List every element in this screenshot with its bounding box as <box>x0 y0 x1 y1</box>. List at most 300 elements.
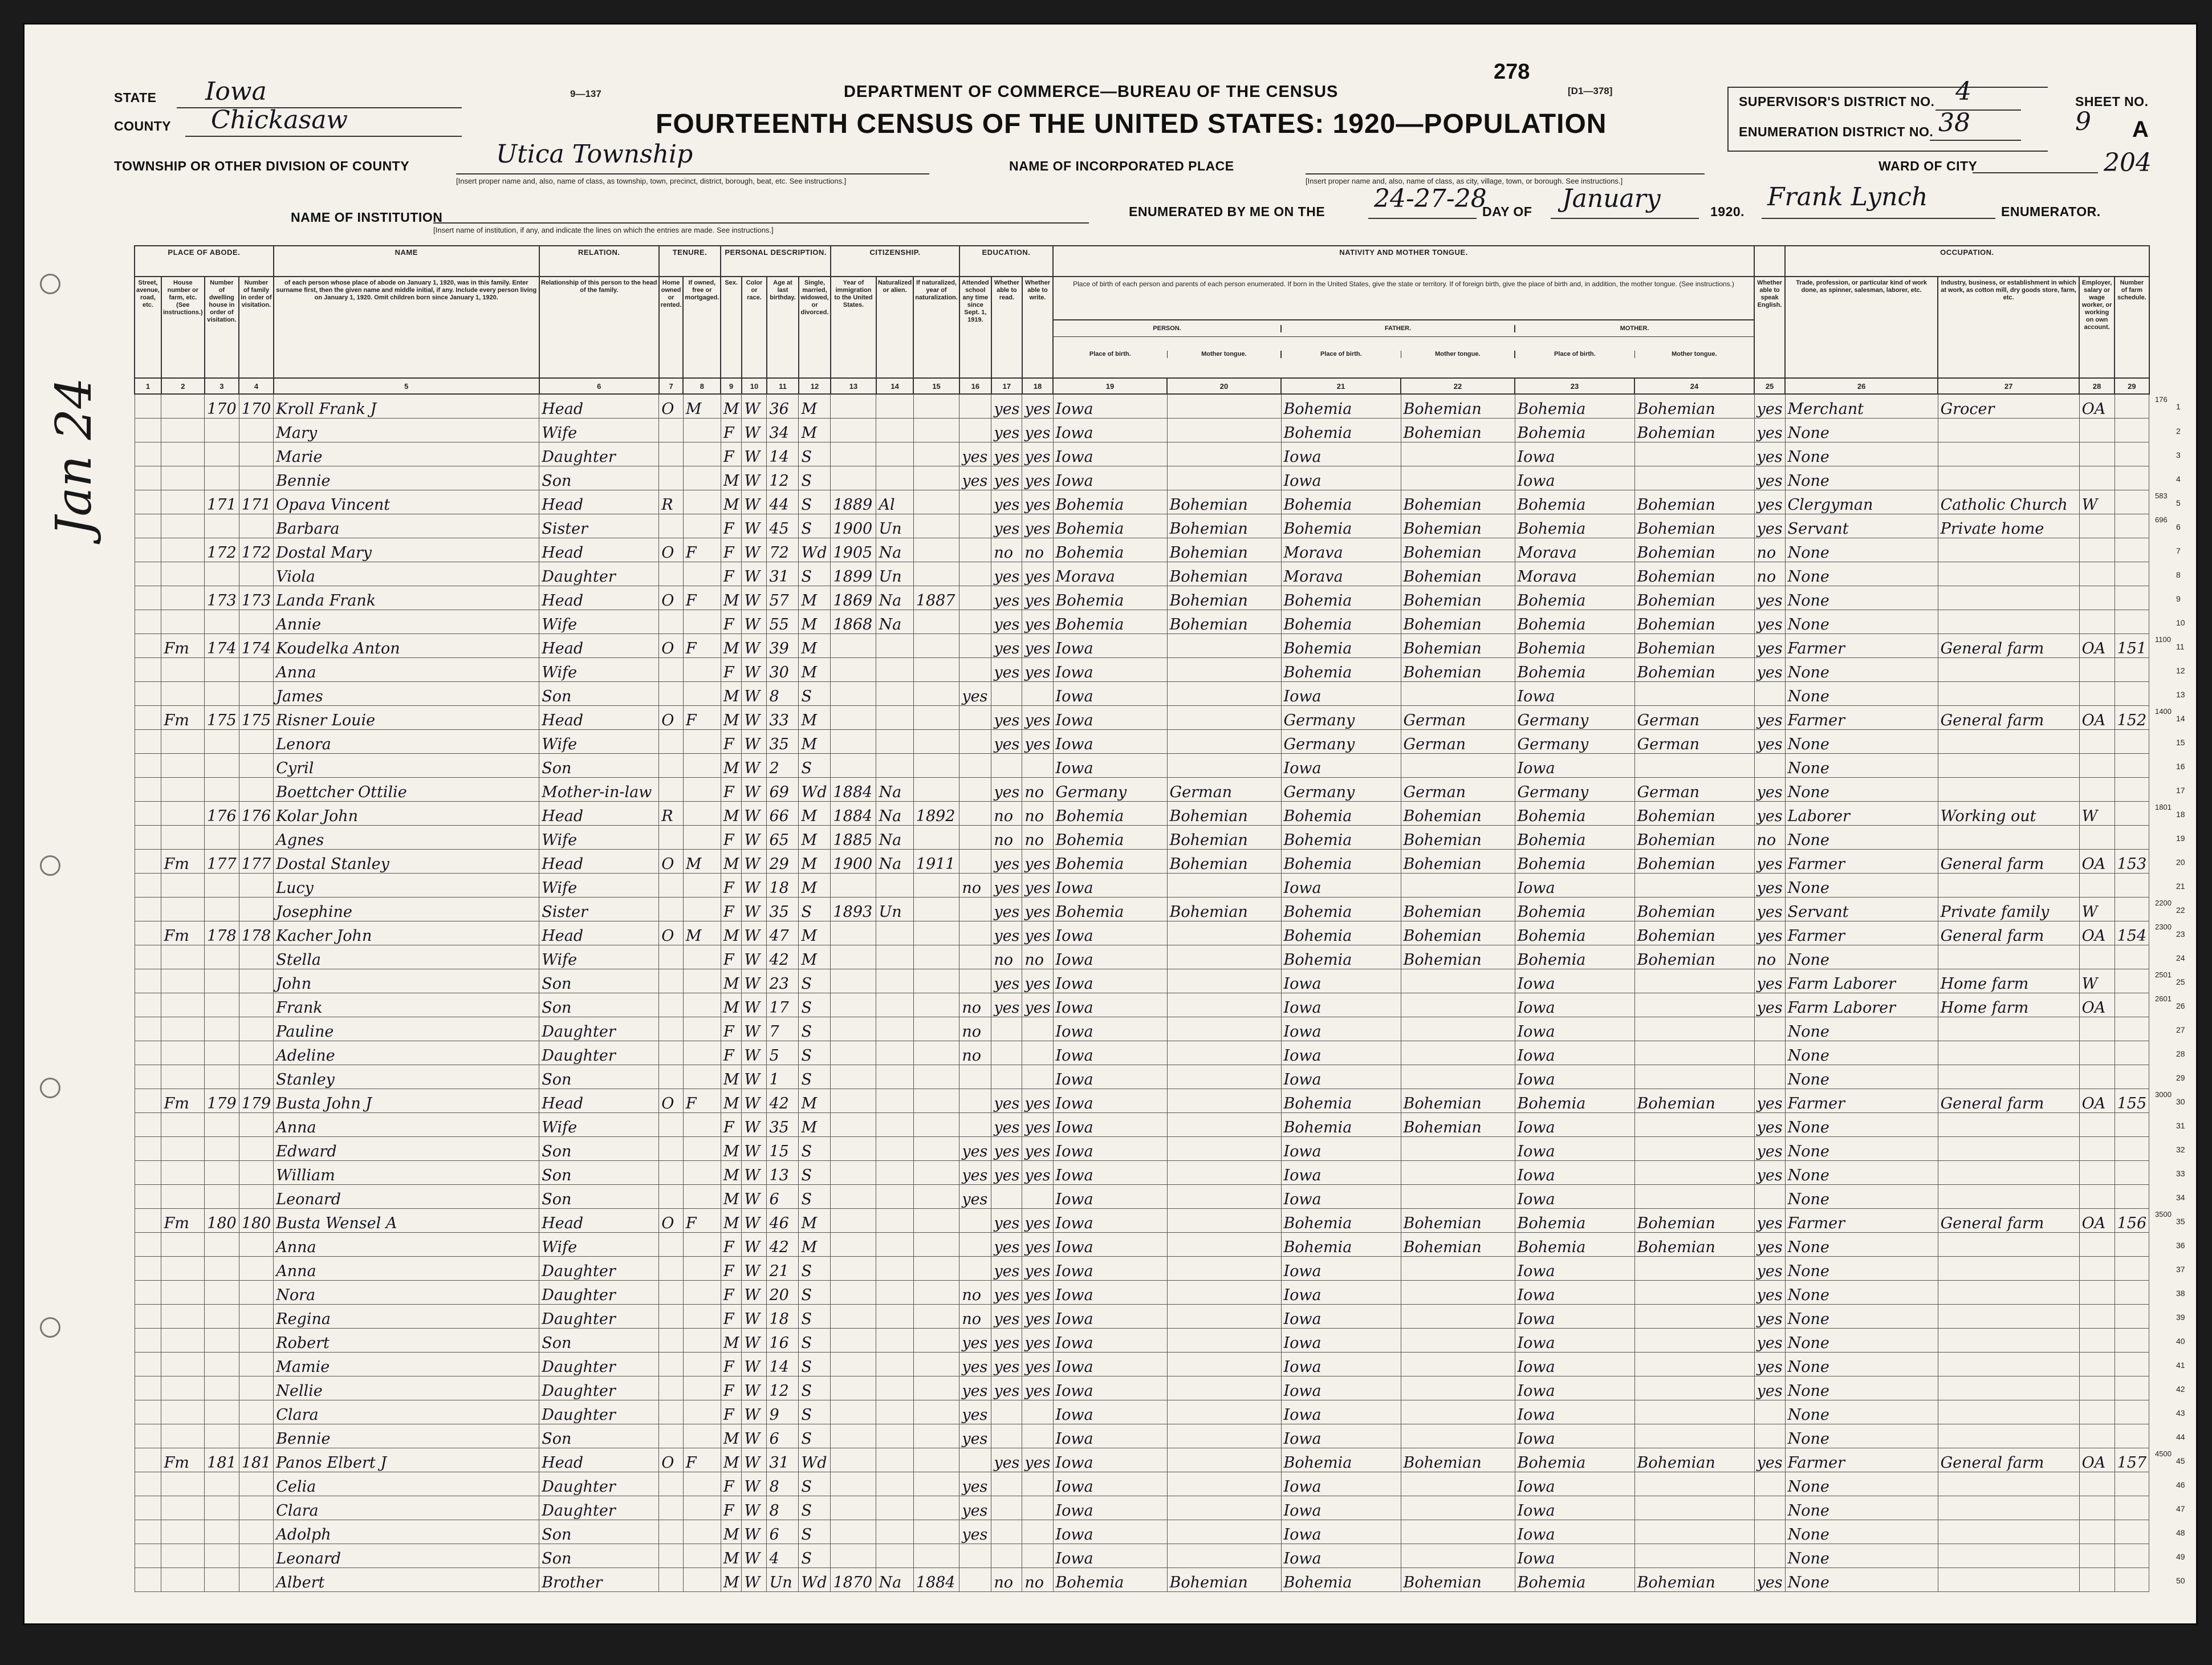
cell-home-owned <box>659 754 684 778</box>
cell-can-read: yes <box>991 394 1022 419</box>
line-number: 48 <box>2176 1528 2185 1537</box>
cell-immigration-year <box>831 658 876 682</box>
cell-employer-class <box>2079 1376 2115 1400</box>
cell-naturalized: Na <box>876 778 913 802</box>
cell-street <box>135 1041 161 1065</box>
cell-mother-birthplace: Bohemia <box>1515 394 1634 419</box>
cell-mother-tongue: Bohemian <box>1167 514 1281 538</box>
cell-trade: Farmer <box>1785 706 1938 730</box>
cell-street <box>135 1329 161 1353</box>
column-number: 16 <box>959 378 991 394</box>
cell-naturalized: Un <box>876 562 913 586</box>
stamp-number: 204 <box>2104 148 2152 177</box>
cell-speaks-english: yes <box>1754 466 1785 490</box>
table-row <box>135 1448 2149 1472</box>
cell-sex: F <box>721 1496 742 1520</box>
cell-can-write: yes <box>1022 634 1053 658</box>
cell-house-number <box>161 682 205 706</box>
cell-farm-schedule <box>2115 826 2149 850</box>
line-number: 6 <box>2176 522 2181 531</box>
cell-mother-birthplace: Bohemia <box>1515 802 1634 826</box>
cell-speaks-english <box>1754 754 1785 778</box>
cell-birthplace: Bohemia <box>1053 490 1167 514</box>
cell-age: 12 <box>767 1376 799 1400</box>
cell-naturalization-year <box>913 1472 959 1496</box>
cell-marital-status: S <box>799 490 831 514</box>
column-number: 23 <box>1515 378 1634 394</box>
cell-home-owned <box>659 466 684 490</box>
column-number: 6 <box>539 378 659 394</box>
cell-relation: Head <box>539 1209 659 1233</box>
cell-trade: None <box>1785 1041 1938 1065</box>
institution-label: NAME OF INSTITUTION <box>291 210 443 225</box>
line-number: 41 <box>2176 1360 2185 1370</box>
cell-can-write: yes <box>1022 874 1053 898</box>
cell-can-write: no <box>1022 826 1053 850</box>
cell-family-number: 175 <box>239 706 274 730</box>
institution-note: [Insert name of institution, if any, and indicate the lines on which the entries are made. See instructions.] <box>433 226 774 234</box>
cell-employer-class: OA <box>2079 634 2115 658</box>
cell-can-write: yes <box>1022 706 1053 730</box>
cell-industry <box>1938 1424 2079 1448</box>
cell-street <box>135 1353 161 1376</box>
cell-home-owned <box>659 1137 684 1161</box>
cell-attended-school <box>959 945 991 969</box>
cell-free-mortgaged <box>683 1041 721 1065</box>
cell-employer-class: OA <box>2079 993 2115 1017</box>
line-number: 20 <box>2176 857 2185 867</box>
table-row <box>135 993 2149 1017</box>
cell-marital-status: M <box>799 658 831 682</box>
cell-naturalized <box>876 1496 913 1520</box>
cell-can-write <box>1022 1424 1053 1448</box>
cell-home-owned: O <box>659 850 684 874</box>
cell-color: W <box>742 1544 767 1568</box>
line-number: 19 <box>2176 833 2185 843</box>
cell-can-write: yes <box>1022 1209 1053 1233</box>
cell-naturalization-year: 1892 <box>913 802 959 826</box>
cell-relation: Head <box>539 706 659 730</box>
cell-mother-birthplace: Iowa <box>1515 1113 1634 1137</box>
col-25: Whether able to speak English. <box>1754 277 1785 378</box>
cell-can-write: yes <box>1022 1281 1053 1305</box>
cell-naturalized <box>876 874 913 898</box>
cell-age: 44 <box>767 490 799 514</box>
cell-mother-tongue-parent: Bohemian <box>1634 898 1754 921</box>
column-number: 2 <box>161 378 205 394</box>
cell-relation: Daughter <box>539 1305 659 1329</box>
column-number: 28 <box>2079 378 2115 394</box>
cell-trade: Farmer <box>1785 634 1938 658</box>
cell-employer-class <box>2079 1329 2115 1353</box>
cell-naturalized <box>876 1424 913 1448</box>
cell-attended-school <box>959 1568 991 1592</box>
cell-can-write: no <box>1022 802 1053 826</box>
table-row <box>135 1281 2149 1305</box>
cell-immigration-year <box>831 682 876 706</box>
cell-person-name: Lenora <box>274 730 539 754</box>
cell-marital-status: M <box>799 586 831 610</box>
cell-relation: Head <box>539 538 659 562</box>
line-number: 7 <box>2176 546 2181 555</box>
line-number: 13 <box>2176 689 2185 699</box>
cell-speaks-english: no <box>1754 826 1785 850</box>
cell-home-owned <box>659 419 684 442</box>
table-row <box>135 1329 2149 1353</box>
cell-age: 47 <box>767 921 799 945</box>
cell-sex: F <box>721 1017 742 1041</box>
cell-employer-class: OA <box>2079 850 2115 874</box>
cell-family-number <box>239 1281 274 1305</box>
cell-naturalization-year <box>913 419 959 442</box>
cell-relation: Wife <box>539 730 659 754</box>
col-4: Number of family in order of visitation. <box>239 277 274 378</box>
cell-naturalization-year <box>913 1209 959 1233</box>
cell-employer-class <box>2079 874 2115 898</box>
cell-father-tongue <box>1401 1137 1515 1161</box>
cell-employer-class: OA <box>2079 1448 2115 1472</box>
cell-farm-schedule <box>2115 1017 2149 1041</box>
cell-mother-tongue <box>1167 1065 1281 1089</box>
cell-mother-birthplace: Iowa <box>1515 874 1634 898</box>
cell-immigration-year: 1885 <box>831 826 876 850</box>
cell-trade: None <box>1785 442 1938 466</box>
cell-home-owned: O <box>659 1089 684 1113</box>
cell-can-read <box>991 1544 1022 1568</box>
cell-birthplace: Iowa <box>1053 1113 1167 1137</box>
cell-house-number <box>161 514 205 538</box>
cell-attended-school <box>959 1089 991 1113</box>
cell-farm-schedule <box>2115 610 2149 634</box>
cell-dwelling-number <box>205 658 239 682</box>
cell-family-number <box>239 1257 274 1281</box>
cell-home-owned: O <box>659 634 684 658</box>
margin-number: 1100 <box>2155 635 2171 644</box>
cell-dwelling-number <box>205 1353 239 1376</box>
cell-can-read: yes <box>991 993 1022 1017</box>
table-row <box>135 1209 2149 1233</box>
cell-farm-schedule <box>2115 442 2149 466</box>
state-value: Iowa <box>205 77 267 106</box>
cell-street <box>135 1472 161 1496</box>
cell-naturalization-year <box>913 490 959 514</box>
cell-attended-school: yes <box>959 442 991 466</box>
cell-can-write: yes <box>1022 1233 1053 1257</box>
cell-mother-tongue <box>1167 1472 1281 1496</box>
cell-trade: None <box>1785 419 1938 442</box>
line-number: 15 <box>2176 737 2185 747</box>
cell-father-tongue <box>1401 1329 1515 1353</box>
cell-mother-tongue-parent <box>1634 1376 1754 1400</box>
cell-mother-tongue-parent: Bohemian <box>1634 945 1754 969</box>
cell-employer-class <box>2079 1305 2115 1329</box>
cell-sex: F <box>721 1472 742 1496</box>
cell-immigration-year: 1893 <box>831 898 876 921</box>
cell-naturalized <box>876 1137 913 1161</box>
cell-attended-school: yes <box>959 466 991 490</box>
cell-naturalized: Na <box>876 538 913 562</box>
cell-person-name: Anna <box>274 658 539 682</box>
cell-immigration-year <box>831 1496 876 1520</box>
cell-house-number <box>161 778 205 802</box>
cell-birthplace: Iowa <box>1053 730 1167 754</box>
column-number: 1 <box>135 378 161 394</box>
cell-house-number <box>161 1520 205 1544</box>
cell-employer-class <box>2079 1161 2115 1185</box>
cell-mother-birthplace: Iowa <box>1515 1520 1634 1544</box>
cell-free-mortgaged <box>683 1305 721 1329</box>
cell-mother-tongue <box>1167 466 1281 490</box>
cell-person-name: Barbara <box>274 514 539 538</box>
cell-attended-school <box>959 1448 991 1472</box>
cell-family-number <box>239 1568 274 1592</box>
cell-attended-school <box>959 706 991 730</box>
cell-person-name: Boettcher Ottilie <box>274 778 539 802</box>
cell-marital-status: S <box>799 682 831 706</box>
cell-can-read: yes <box>991 1137 1022 1161</box>
cell-home-owned: O <box>659 706 684 730</box>
cell-dwelling-number: 173 <box>205 586 239 610</box>
cell-street <box>135 826 161 850</box>
cell-mother-tongue-parent <box>1634 1041 1754 1065</box>
cell-naturalized <box>876 945 913 969</box>
cell-person-name: Leonard <box>274 1544 539 1568</box>
cell-mother-tongue-parent <box>1634 1400 1754 1424</box>
cell-marital-status: S <box>799 1544 831 1568</box>
cell-relation: Sister <box>539 514 659 538</box>
cell-mother-tongue-parent: Bohemian <box>1634 850 1754 874</box>
cell-attended-school: no <box>959 1281 991 1305</box>
cell-mother-tongue-parent: Bohemian <box>1634 538 1754 562</box>
cell-family-number <box>239 754 274 778</box>
cell-trade: None <box>1785 1257 1938 1281</box>
cell-mother-tongue <box>1167 706 1281 730</box>
margin-number: 1400 <box>2155 706 2172 716</box>
cell-free-mortgaged <box>683 730 721 754</box>
cell-dwelling-number <box>205 1472 239 1496</box>
cell-street <box>135 874 161 898</box>
cell-father-tongue <box>1401 1472 1515 1496</box>
cell-naturalized <box>876 1520 913 1544</box>
cell-person-name: Adolph <box>274 1520 539 1544</box>
line-number: 37 <box>2176 1264 2185 1274</box>
cell-sex: M <box>721 1520 742 1544</box>
cell-naturalization-year <box>913 706 959 730</box>
cell-street <box>135 1089 161 1113</box>
cell-father-tongue <box>1401 1041 1515 1065</box>
table-row <box>135 1089 2149 1113</box>
cell-employer-class: OA <box>2079 1089 2115 1113</box>
cell-marital-status: S <box>799 1400 831 1424</box>
line-number: 11 <box>2176 641 2185 651</box>
cell-sex: M <box>721 1089 742 1113</box>
cell-sex: M <box>721 682 742 706</box>
cell-marital-status: S <box>799 1424 831 1448</box>
cell-mother-tongue <box>1167 1400 1281 1424</box>
margin-number: 4500 <box>2155 1449 2172 1458</box>
cell-farm-schedule: 157 <box>2115 1448 2149 1472</box>
table-row <box>135 538 2149 562</box>
cell-father-birthplace: Iowa <box>1281 1137 1401 1161</box>
cell-attended-school <box>959 921 991 945</box>
cell-farm-schedule <box>2115 394 2149 419</box>
cell-employer-class <box>2079 1353 2115 1376</box>
cell-street <box>135 778 161 802</box>
cell-can-read <box>991 1472 1022 1496</box>
cell-can-write: no <box>1022 1568 1053 1592</box>
cell-speaks-english: yes <box>1754 730 1785 754</box>
margin-number: 3500 <box>2155 1209 2172 1219</box>
table-row <box>135 1424 2149 1448</box>
cell-dwelling-number <box>205 1496 239 1520</box>
cell-person-name: Stella <box>274 945 539 969</box>
cell-speaks-english <box>1754 1496 1785 1520</box>
cell-father-birthplace: Bohemia <box>1281 802 1401 826</box>
cell-naturalized <box>876 1257 913 1281</box>
cell-can-write: yes <box>1022 1257 1053 1281</box>
cell-farm-schedule <box>2115 1424 2149 1448</box>
cell-speaks-english <box>1754 1520 1785 1544</box>
cell-speaks-english: yes <box>1754 1209 1785 1233</box>
cell-mother-tongue: Bohemian <box>1167 586 1281 610</box>
cell-father-birthplace: Bohemia <box>1281 394 1401 419</box>
cell-father-birthplace: Iowa <box>1281 1400 1401 1424</box>
cell-color: W <box>742 1448 767 1472</box>
cell-dwelling-number <box>205 1544 239 1568</box>
cell-house-number <box>161 1568 205 1592</box>
cell-home-owned <box>659 1520 684 1544</box>
cell-sex: M <box>721 1568 742 1592</box>
cell-can-read <box>991 1424 1022 1448</box>
cell-mother-tongue-parent: German <box>1634 778 1754 802</box>
cell-employer-class <box>2079 466 2115 490</box>
cell-father-tongue <box>1401 682 1515 706</box>
cell-color: W <box>742 1329 767 1353</box>
cell-naturalization-year <box>913 1089 959 1113</box>
cell-marital-status: S <box>799 1496 831 1520</box>
cell-relation: Son <box>539 1424 659 1448</box>
col-13: Year of immigration to the United States. <box>831 277 876 378</box>
cell-sex: M <box>721 394 742 419</box>
cell-mother-birthplace: Iowa <box>1515 993 1634 1017</box>
cell-home-owned <box>659 1544 684 1568</box>
cell-marital-status: S <box>799 1065 831 1089</box>
cell-industry <box>1938 1065 2079 1089</box>
cell-person-name: Anna <box>274 1257 539 1281</box>
cell-farm-schedule <box>2115 419 2149 442</box>
cell-farm-schedule <box>2115 1185 2149 1209</box>
cell-free-mortgaged <box>683 1544 721 1568</box>
cell-person-name: Robert <box>274 1329 539 1353</box>
cell-street <box>135 1400 161 1424</box>
cell-street <box>135 993 161 1017</box>
cell-sex: M <box>721 706 742 730</box>
cell-free-mortgaged <box>683 1017 721 1041</box>
cell-naturalization-year <box>913 442 959 466</box>
line-number: 33 <box>2176 1168 2185 1178</box>
cell-family-number <box>239 778 274 802</box>
cell-employer-class <box>2079 1113 2115 1137</box>
cell-immigration-year <box>831 1448 876 1472</box>
cell-home-owned <box>659 1065 684 1089</box>
cell-industry: General farm <box>1938 921 2079 945</box>
cell-house-number <box>161 1233 205 1257</box>
cell-street <box>135 945 161 969</box>
cell-family-number: 174 <box>239 634 274 658</box>
cell-speaks-english <box>1754 1400 1785 1424</box>
cell-home-owned <box>659 1353 684 1376</box>
cell-farm-schedule <box>2115 730 2149 754</box>
cell-speaks-english: no <box>1754 562 1785 586</box>
cell-mother-tongue-parent <box>1634 754 1754 778</box>
cell-employer-class <box>2079 945 2115 969</box>
cell-sex: M <box>721 634 742 658</box>
cell-industry <box>1938 538 2079 562</box>
cell-person-name: Leonard <box>274 1185 539 1209</box>
cell-attended-school: yes <box>959 1472 991 1496</box>
cell-can-write <box>1022 682 1053 706</box>
cell-dwelling-number <box>205 993 239 1017</box>
cell-relation: Head <box>539 850 659 874</box>
cell-father-birthplace: Iowa <box>1281 754 1401 778</box>
cell-age: 42 <box>767 945 799 969</box>
cell-marital-status: S <box>799 1353 831 1376</box>
cell-father-tongue <box>1401 1161 1515 1185</box>
cell-sex: M <box>721 1424 742 1448</box>
cell-dwelling-number <box>205 1376 239 1400</box>
line-number: 32 <box>2176 1144 2185 1154</box>
cell-naturalization-year <box>913 1113 959 1137</box>
cell-birthplace: Iowa <box>1053 1496 1167 1520</box>
cell-father-tongue <box>1401 1376 1515 1400</box>
cell-family-number: 173 <box>239 586 274 610</box>
cell-mother-tongue <box>1167 1233 1281 1257</box>
cell-mother-birthplace: Iowa <box>1515 1041 1634 1065</box>
cell-person-name: Anna <box>274 1233 539 1257</box>
line-number: 3 <box>2176 450 2181 460</box>
cell-family-number: 179 <box>239 1089 274 1113</box>
cell-can-read: yes <box>991 586 1022 610</box>
cell-father-tongue: Bohemian <box>1401 1233 1515 1257</box>
cell-family-number <box>239 730 274 754</box>
cell-farm-schedule: 153 <box>2115 850 2149 874</box>
cell-house-number <box>161 1400 205 1424</box>
cell-sex: M <box>721 1544 742 1568</box>
cell-street <box>135 394 161 419</box>
cell-immigration-year <box>831 1376 876 1400</box>
township-note: [Insert proper name and, also, name of class, as township, town, precinct, district, borough, beat, etc. See instructions.] <box>456 177 847 185</box>
cell-mother-tongue-parent: Bohemian <box>1634 1448 1754 1472</box>
group-english <box>1754 246 1785 277</box>
cell-sex: F <box>721 538 742 562</box>
cell-marital-status: S <box>799 1185 831 1209</box>
cell-color: W <box>742 1520 767 1544</box>
cell-industry <box>1938 945 2079 969</box>
line-number: 38 <box>2176 1288 2185 1298</box>
cell-naturalization-year <box>913 1257 959 1281</box>
cell-home-owned <box>659 730 684 754</box>
cell-can-read <box>991 1185 1022 1209</box>
cell-street <box>135 1113 161 1137</box>
cell-street <box>135 969 161 993</box>
cell-can-read: yes <box>991 419 1022 442</box>
cell-naturalized <box>876 1281 913 1305</box>
cell-sex: M <box>721 1329 742 1353</box>
cell-birthplace: Bohemia <box>1053 1568 1167 1592</box>
cell-can-write: yes <box>1022 490 1053 514</box>
cell-mother-tongue-parent: Bohemian <box>1634 514 1754 538</box>
cell-trade: Farmer <box>1785 1089 1938 1113</box>
